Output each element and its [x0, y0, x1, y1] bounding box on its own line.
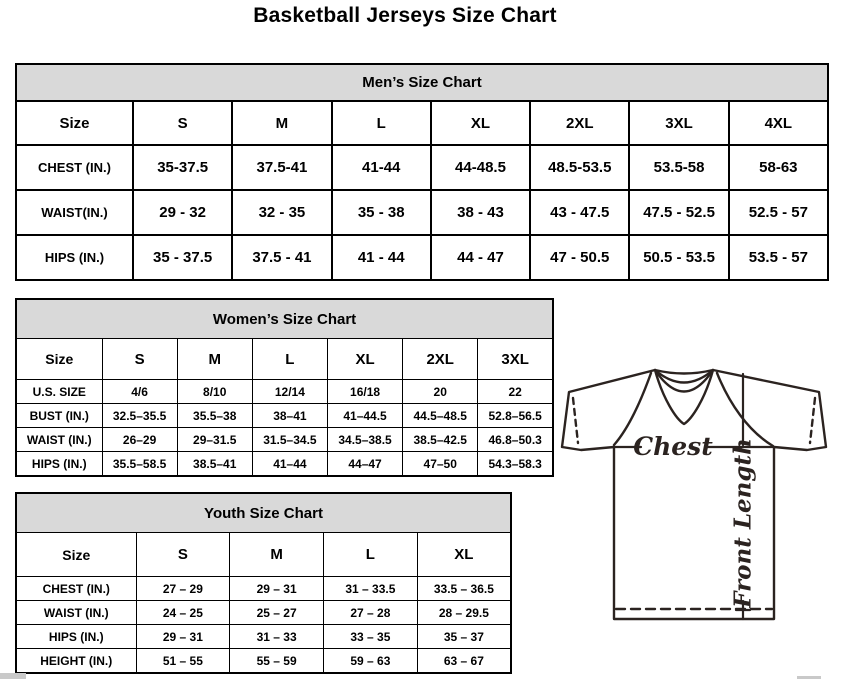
youth-chest-cell: 33.5 – 36.5 — [417, 577, 511, 601]
mens-hips-row — [16, 235, 828, 280]
youth-col-header-m: M — [230, 533, 324, 577]
womens-hips-row — [16, 452, 553, 477]
mens-hips-cell: 47 - 50.5 — [530, 235, 629, 280]
youth-row-label-hips: HIPS (IN.) — [16, 625, 136, 649]
mens-chest-cell: 37.5-41 — [232, 145, 331, 190]
youth-hips-cell: 29 – 31 — [136, 625, 230, 649]
youth-col-header-s: S — [136, 533, 230, 577]
womens-waist-cell: 31.5–34.5 — [252, 428, 327, 452]
mens-chest-cell: 44-48.5 — [431, 145, 530, 190]
womens-hips-cell: 47–50 — [403, 452, 478, 477]
womens-col-header-3xl: 3XL — [478, 339, 553, 380]
mens-hips-cell: 53.5 - 57 — [729, 235, 828, 280]
womens-bust-cell: 32.5–35.5 — [102, 404, 177, 428]
womens-us-size-cell: 12/14 — [252, 380, 327, 404]
womens-bust-row — [16, 404, 553, 428]
youth-hips-row — [16, 625, 511, 649]
womens-hips-cell: 54.3–58.3 — [478, 452, 553, 477]
womens-bust-cell: 52.8–56.5 — [478, 404, 553, 428]
mens-hips-cell: 37.5 - 41 — [232, 235, 331, 280]
mens-waist-cell: 29 - 32 — [133, 190, 232, 235]
youth-hips-cell: 31 – 33 — [230, 625, 324, 649]
womens-bust-cell: 44.5–48.5 — [403, 404, 478, 428]
womens-bust-cell: 35.5–38 — [177, 404, 252, 428]
womens-hips-cell: 35.5–58.5 — [102, 452, 177, 477]
chest-label: Chest — [633, 432, 713, 461]
womens-bust-cell: 41–44.5 — [327, 404, 402, 428]
youth-size-chart-table — [15, 492, 512, 674]
youth-hips-cell: 35 – 37 — [417, 625, 511, 649]
mens-hips-cell: 50.5 - 53.5 — [629, 235, 728, 280]
mens-chest-cell: 41-44 — [332, 145, 431, 190]
mens-waist-cell: 32 - 35 — [232, 190, 331, 235]
mens-waist-cell: 47.5 - 52.5 — [629, 190, 728, 235]
womens-col-header-m: M — [177, 339, 252, 380]
womens-waist-cell: 26–29 — [102, 428, 177, 452]
womens-us-size-cell: 22 — [478, 380, 553, 404]
womens-waist-cell: 38.5–42.5 — [403, 428, 478, 452]
youth-chart-title: Youth Size Chart — [16, 493, 511, 533]
mens-row-label-waist: WAIST(IN.) — [16, 190, 133, 235]
jersey-outline — [562, 370, 826, 619]
mens-chest-cell: 53.5-58 — [629, 145, 728, 190]
youth-hips-cell: 33 – 35 — [324, 625, 418, 649]
mens-chart-title: Men’s Size Chart — [16, 64, 828, 101]
womens-chart-title: Women’s Size Chart — [16, 299, 553, 339]
womens-waist-cell: 29–31.5 — [177, 428, 252, 452]
mens-chest-cell: 35-37.5 — [133, 145, 232, 190]
youth-col-header-xl: XL — [417, 533, 511, 577]
mens-waist-row — [16, 190, 828, 235]
youth-height-row — [16, 649, 511, 674]
youth-height-cell: 55 – 59 — [230, 649, 324, 674]
womens-col-header-size: Size — [16, 339, 102, 380]
mens-col-header-xl: XL — [431, 101, 530, 145]
youth-chest-cell: 29 – 31 — [230, 577, 324, 601]
mens-col-header-l: L — [332, 101, 431, 145]
youth-col-header-l: L — [324, 533, 418, 577]
womens-col-header-2xl: 2XL — [403, 339, 478, 380]
mens-col-header-3xl: 3XL — [629, 101, 728, 145]
youth-chest-row — [16, 577, 511, 601]
youth-height-cell: 51 – 55 — [136, 649, 230, 674]
womens-us-size-cell: 20 — [403, 380, 478, 404]
mens-waist-cell: 35 - 38 — [332, 190, 431, 235]
womens-hips-cell: 44–47 — [327, 452, 402, 477]
womens-row-label-bust: BUST (IN.) — [16, 404, 102, 428]
page-title: Basketball Jerseys Size Chart — [253, 4, 557, 27]
mens-chest-cell: 48.5-53.5 — [530, 145, 629, 190]
mens-col-header-s: S — [133, 101, 232, 145]
youth-col-header-size: Size — [16, 533, 136, 577]
womens-hips-cell: 38.5–41 — [177, 452, 252, 477]
youth-waist-cell: 25 – 27 — [230, 601, 324, 625]
mens-hips-cell: 41 - 44 — [332, 235, 431, 280]
youth-height-cell: 63 – 67 — [417, 649, 511, 674]
youth-height-cell: 59 – 63 — [324, 649, 418, 674]
womens-col-header-l: L — [252, 339, 327, 380]
womens-us-size-cell: 16/18 — [327, 380, 402, 404]
jersey-measurement-diagram — [556, 360, 842, 632]
youth-chest-cell: 27 – 29 — [136, 577, 230, 601]
mens-col-header-4xl: 4XL — [729, 101, 828, 145]
womens-row-label-waist: WAIST (IN.) — [16, 428, 102, 452]
mens-hips-cell: 44 - 47 — [431, 235, 530, 280]
mens-chest-row — [16, 145, 828, 190]
youth-waist-row — [16, 601, 511, 625]
mens-waist-cell: 43 - 47.5 — [530, 190, 629, 235]
mens-row-label-hips: HIPS (IN.) — [16, 235, 133, 280]
womens-us-size-cell: 4/6 — [102, 380, 177, 404]
mens-col-header-m: M — [232, 101, 331, 145]
womens-size-chart-table — [15, 298, 554, 477]
youth-waist-cell: 28 – 29.5 — [417, 601, 511, 625]
mens-hips-cell: 35 - 37.5 — [133, 235, 232, 280]
womens-us-size-cell: 8/10 — [177, 380, 252, 404]
mens-col-header-2xl: 2XL — [530, 101, 629, 145]
womens-row-label-hips: HIPS (IN.) — [16, 452, 102, 477]
mens-col-header-size: Size — [16, 101, 133, 145]
womens-us-size-row — [16, 380, 553, 404]
womens-waist-cell: 34.5–38.5 — [327, 428, 402, 452]
womens-hips-cell: 41–44 — [252, 452, 327, 477]
youth-waist-cell: 24 – 25 — [136, 601, 230, 625]
womens-bust-cell: 38–41 — [252, 404, 327, 428]
youth-waist-cell: 27 – 28 — [324, 601, 418, 625]
youth-row-label-waist: WAIST (IN.) — [16, 601, 136, 625]
front-length-label: Front Length — [729, 438, 757, 608]
womens-waist-row — [16, 428, 553, 452]
youth-row-label-chest: CHEST (IN.) — [16, 577, 136, 601]
womens-row-label-us-size: U.S. SIZE — [16, 380, 102, 404]
mens-waist-cell: 52.5 - 57 — [729, 190, 828, 235]
mens-row-label-chest: CHEST (IN.) — [16, 145, 133, 190]
mens-chest-cell: 58-63 — [729, 145, 828, 190]
mens-waist-cell: 38 - 43 — [431, 190, 530, 235]
womens-col-header-s: S — [102, 339, 177, 380]
youth-row-label-height: HEIGHT (IN.) — [16, 649, 136, 674]
youth-chest-cell: 31 – 33.5 — [324, 577, 418, 601]
womens-waist-cell: 46.8–50.3 — [478, 428, 553, 452]
mens-size-chart-table — [15, 63, 829, 281]
bottom-edge-crop-artifact-left — [0, 673, 26, 679]
womens-col-header-xl: XL — [327, 339, 402, 380]
